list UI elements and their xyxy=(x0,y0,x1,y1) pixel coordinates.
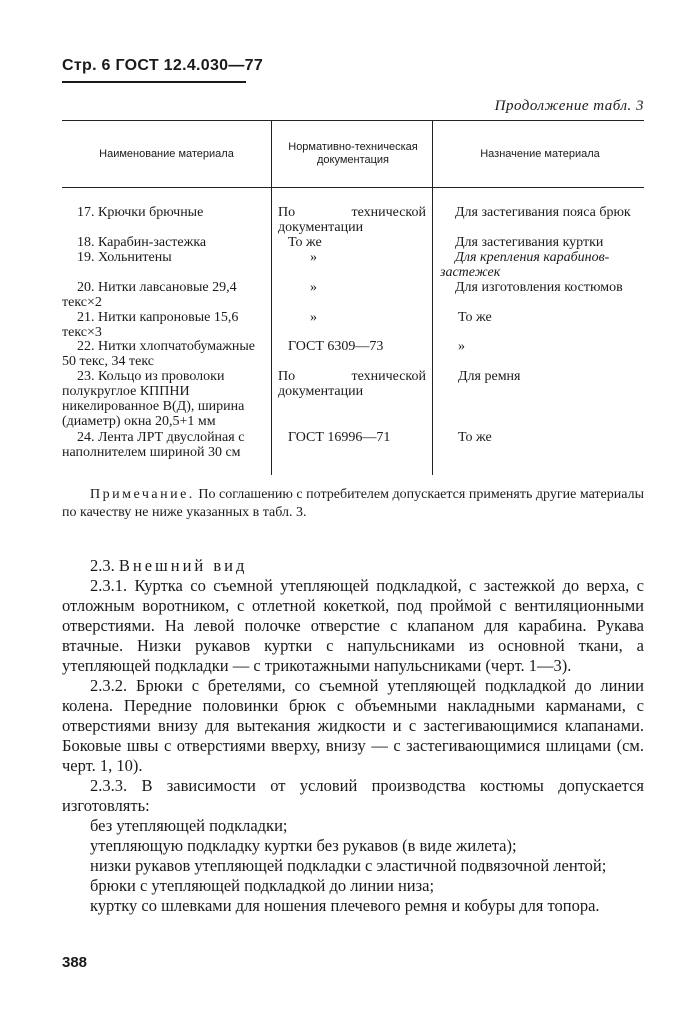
column-header-purpose: Назначение материала xyxy=(480,148,600,160)
section-body xyxy=(62,576,644,916)
row-24-name: 24. Лента ЛРТ двуслойная с наполнителем шириной 30 см xyxy=(62,430,245,460)
row-17-name: 17. Крючки брючные xyxy=(77,205,204,220)
row-20-name: 20. Нитки лавсановые 29,4 текс×2 xyxy=(62,280,237,310)
list-item: без утепляющей подкладки; xyxy=(90,816,288,835)
list-item: низки рукавов утепляющей подкладки с эластичной подвязочной лентой; xyxy=(90,856,607,875)
row-17-purpose: Для застегивания пояса брюк xyxy=(455,205,631,220)
list-item: брюки с утепляющей подкладкой до линии низа; xyxy=(90,876,435,895)
table-column-divider-2 xyxy=(432,120,433,475)
paragraph-2-3-1: 2.3.1. Куртка со съемной утепляющей подкладкой, с застежкой до верха, с отложным воротником, с отлетной кокеткой, под проймой с вентиляционными отверстиями. На левой полочке отверстие с клапаном для карабина. Рукава втачные. Низки рукавов куртки с напульсниками из основной ткани, а утепляющей подкладки — с трикотажными напульсниками (черт. 1—3). xyxy=(62,576,644,675)
section-heading xyxy=(90,556,247,576)
row-21-name: 21. Нитки капроновые 15,6 текс×3 xyxy=(62,310,239,340)
row-22-doc: ГОСТ 6309—73 xyxy=(288,339,384,354)
row-22-purpose: » xyxy=(458,339,465,354)
row-24-doc: ГОСТ 16996—71 xyxy=(288,430,391,445)
row-19-name: 19. Хольнитены xyxy=(77,250,172,265)
column-header-name: Наименование материала xyxy=(99,148,234,160)
header-underline xyxy=(62,81,246,83)
row-20-purpose: Для изготовления костюмов xyxy=(455,280,623,295)
section-number: 2.3. xyxy=(90,556,115,575)
row-18-doc: То же xyxy=(288,235,322,250)
column-header-doc: Нормативно-техническая документация xyxy=(288,141,418,166)
paragraph-2-3-2: 2.3.2. Брюки с бретелями, со съемной утепляющей подкладкой до линии колена. Передние половинки брюк с объемными накладными карманами, с отверстиями внизу для вытекания жидкости и с застегивающимися клапанами. Боковые швы с отверстиями вверху, внизу — с застегивающимися шлицами (см. черт. 1, 10). xyxy=(62,676,644,775)
row-22-name: 22. Нитки хлопчатобумажные 50 текс, 34 текс xyxy=(62,339,255,369)
row-18-name: 18. Карабин-застежка xyxy=(77,235,207,250)
row-23-doc: По технической документации xyxy=(278,369,426,399)
table-header-rule xyxy=(62,187,644,188)
table-top-rule xyxy=(62,120,644,121)
list-item: утепляющую подкладку куртки без рукавов (в виде жилета); xyxy=(90,836,517,855)
table-note xyxy=(62,486,644,522)
row-19-doc: » xyxy=(310,250,317,265)
row-21-doc: » xyxy=(310,310,317,325)
page-number: 388 xyxy=(62,954,88,971)
list-item: куртку со шлевками для ношения плечевого ремня и кобуры для топора. xyxy=(90,896,600,915)
row-20-doc: » xyxy=(310,280,317,295)
table-column-divider-1 xyxy=(271,120,272,475)
row-17-doc: По технической документации xyxy=(278,205,426,235)
note-label: Примечание. xyxy=(90,487,195,502)
row-19-purpose: Для крепления карабинов-застежек xyxy=(440,250,610,280)
running-header: Стр. 6 ГОСТ 12.4.030—77 xyxy=(62,57,264,74)
row-23-purpose: Для ремня xyxy=(458,369,521,384)
table-continuation-caption: Продолжение табл. 3 xyxy=(494,98,644,114)
row-18-purpose: Для застегивания куртки xyxy=(455,235,604,250)
section-title: Внешний вид xyxy=(118,556,248,575)
row-23-name: 23. Кольцо из проволоки полукруглое КППНИ никелированное В(Д), ширина (диаметр) окна 20,5+1 мм xyxy=(62,369,245,429)
row-21-purpose: То же xyxy=(458,310,492,325)
note-text: По соглашению с потребителем допускается применять другие материалы по качеству не ниже указанных в табл. 3. xyxy=(62,487,644,520)
paragraph-2-3-3: 2.3.3. В зависимости от условий производства костюмы допускается изготовлять: xyxy=(62,776,644,815)
row-24-purpose: То же xyxy=(458,430,492,445)
